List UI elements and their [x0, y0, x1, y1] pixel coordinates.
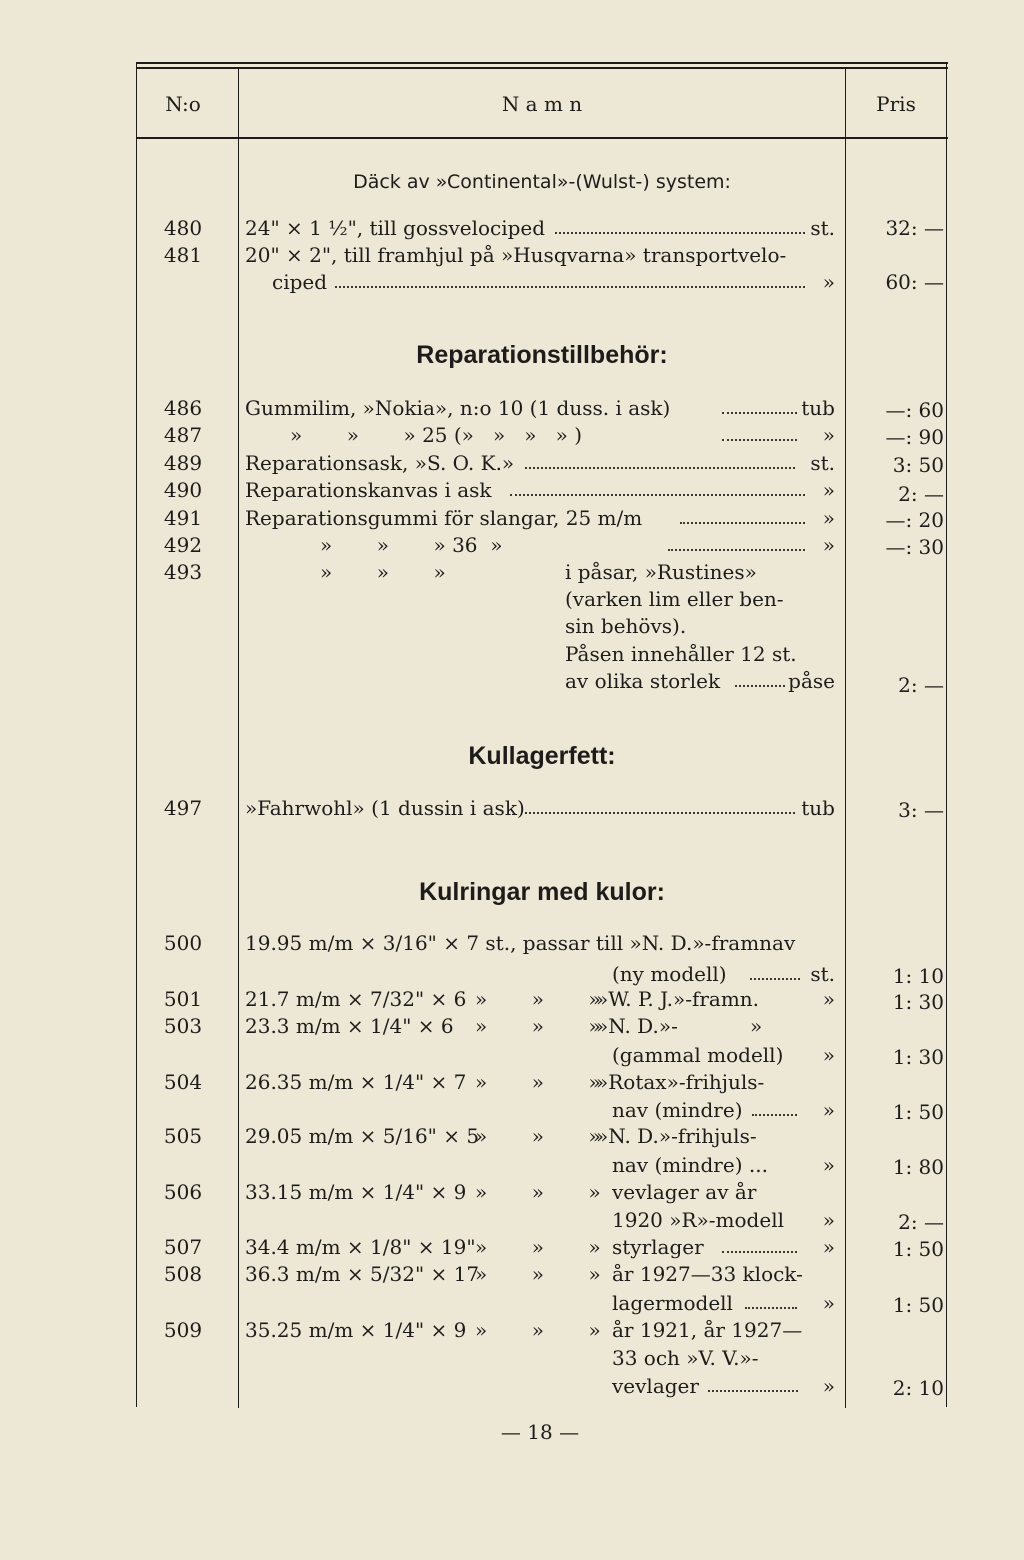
row-500-price: 1: 10 — [892, 964, 944, 988]
row-493-price: 2: — — [898, 673, 944, 697]
row-487-desc: » » » 25 (» » » » ) — [290, 423, 583, 447]
row-508-desc-cont: lagermodell — [612, 1291, 733, 1315]
row-501-no: 501 — [163, 987, 203, 1011]
header-price: Pris — [876, 92, 916, 116]
row-480-no: 480 — [163, 216, 203, 240]
row-481-no: 481 — [163, 243, 203, 267]
row-493-no: 493 — [163, 560, 203, 584]
row-491-unit: » — [822, 506, 835, 530]
col-divider-no — [238, 68, 239, 1408]
row-505-text: »N. D.»-frihjuls- — [596, 1124, 757, 1148]
row-509-text: år 1921, år 1927— — [612, 1318, 803, 1342]
row-500-desc: 19.95 m/m × 3/16" × 7 st., passar till »N. D.»-framnav — [245, 931, 796, 955]
row-505-price: 1: 80 — [892, 1155, 944, 1179]
row-490-unit: » — [822, 478, 835, 502]
row-506-price: 2: — — [898, 1210, 944, 1234]
row-491-desc: Reparationsgummi för slangar, 25 m/m — [245, 506, 643, 530]
row-487-unit: » — [822, 423, 835, 447]
row-493-line-2: (varken lim eller ben- — [565, 587, 784, 611]
row-497-leader — [525, 812, 795, 814]
row-489-desc: Reparationsask, »S. O. K.» — [245, 451, 515, 475]
row-491-price: —: 20 — [885, 508, 944, 532]
row-506-unit: » — [822, 1208, 835, 1232]
row-507-no: 507 — [163, 1235, 203, 1259]
row-481-desc: 20" × 2", till framhjul på »Husqvarna» transportvelo- — [245, 243, 787, 267]
right-border — [946, 62, 947, 1407]
row-509-ditto: » » » — [475, 1318, 601, 1342]
row-507-unit: » — [822, 1235, 835, 1259]
section-title-tires: Däck av »Continental»-(Wulst-) system: — [353, 171, 731, 193]
row-486-desc: Gummilim, »Nokia», n:o 10 (1 duss. i ask) — [245, 396, 671, 420]
row-480-leader — [555, 232, 805, 234]
row-501-price: 1: 30 — [892, 990, 944, 1014]
row-506-desc-cont: 1920 »R»-modell — [612, 1208, 784, 1232]
row-504-desc-cont: nav (mindre) — [612, 1098, 743, 1122]
page-number: — 18 — — [500, 1420, 580, 1444]
row-497-price: 3: — — [898, 798, 944, 822]
row-506-desc: 33.15 m/m × 1/4" × 9 — [245, 1180, 467, 1204]
row-481-leader — [335, 286, 805, 288]
row-508-no: 508 — [163, 1262, 203, 1286]
row-505-unit: » — [822, 1153, 835, 1177]
row-487-price: —: 90 — [885, 425, 944, 449]
row-480-unit: st. — [810, 216, 835, 240]
row-500-desc-cont: (ny modell) — [612, 962, 727, 986]
top-double-rule-2 — [136, 67, 948, 69]
row-493-line-5: av olika storlek — [565, 669, 721, 693]
row-506-ditto: » » » — [475, 1180, 601, 1204]
section-title-grease: Kullagerfett: — [468, 742, 616, 770]
row-509-desc-cont: 33 och »V. V.»- — [612, 1346, 759, 1370]
row-481-price: 60: — — [885, 270, 944, 294]
row-508-unit: » — [822, 1291, 835, 1315]
row-505-ditto: » » » — [475, 1124, 601, 1148]
row-491-no: 491 — [163, 506, 203, 530]
row-508-price: 1: 50 — [892, 1293, 944, 1317]
row-500-unit: st. — [810, 962, 835, 986]
row-509-price: 2: 10 — [892, 1376, 944, 1400]
row-509-unit: » — [822, 1374, 835, 1398]
row-509-desc: 35.25 m/m × 1/4" × 9 — [245, 1318, 467, 1342]
row-501-text: »W. P. J.»-framn. — [596, 987, 760, 1011]
row-487-no: 487 — [163, 423, 203, 447]
row-504-unit: » — [822, 1098, 835, 1122]
row-504-no: 504 — [163, 1070, 203, 1094]
row-486-price: —: 60 — [885, 398, 944, 422]
row-503-text-b: » — [750, 1014, 763, 1038]
section-title-ball-rings: Kulringar med kulor: — [419, 878, 665, 906]
row-509-no: 509 — [163, 1318, 203, 1342]
row-492-price: —: 30 — [885, 535, 944, 559]
row-504-desc: 26.35 m/m × 1/4" × 7 — [245, 1070, 467, 1094]
row-508-desc: 36.3 m/m × 5/32" × 17 — [245, 1262, 480, 1286]
row-490-leader — [510, 494, 805, 496]
col-divider-price — [845, 68, 846, 1408]
row-503-desc-cont: (gammal modell) — [612, 1043, 784, 1067]
row-497-no: 497 — [163, 796, 203, 820]
row-501-desc: 21.7 m/m × 7/32" × 6 — [245, 987, 467, 1011]
row-503-text: »N. D.»- — [596, 1014, 678, 1038]
row-508-text: år 1927—33 klock- — [612, 1262, 803, 1286]
row-506-text: vevlager av år — [612, 1180, 757, 1204]
row-493-line-1: i påsar, »Rustines» — [565, 560, 757, 584]
row-505-desc: 29.05 m/m × 5/16" × 5 — [245, 1124, 480, 1148]
row-501-ditto: » » » — [475, 987, 601, 1011]
row-490-price: 2: — — [898, 482, 944, 506]
row-486-no: 486 — [163, 396, 203, 420]
row-490-no: 490 — [163, 478, 203, 502]
row-503-ditto: » » » — [475, 1014, 601, 1038]
row-489-no: 489 — [163, 451, 203, 475]
row-486-unit: tub — [801, 396, 835, 420]
row-500-no: 500 — [163, 931, 203, 955]
row-508-ditto: » » » — [475, 1262, 601, 1286]
row-497-desc: »Fahrwohl» (1 dussin i ask) — [245, 796, 525, 820]
row-503-unit: » — [822, 1043, 835, 1067]
row-504-text: »Rotax»-frihjuls- — [596, 1070, 765, 1094]
row-489-leader — [525, 467, 795, 469]
row-493-ditto: » » » — [320, 560, 446, 584]
row-504-price: 1: 50 — [892, 1100, 944, 1124]
row-481-unit: » — [822, 270, 835, 294]
row-480-desc: 24" × 1 ½", till gossvelociped — [245, 216, 546, 240]
row-503-no: 503 — [163, 1014, 203, 1038]
row-507-text: styrlager — [612, 1235, 704, 1259]
header-bottom-rule — [136, 137, 948, 139]
row-493-unit: påse — [788, 669, 835, 693]
row-507-desc: 34.4 m/m × 1/8" × 19" — [245, 1235, 476, 1259]
row-492-desc: » » » 36 » — [320, 533, 503, 557]
row-504-ditto: » » » — [475, 1070, 601, 1094]
row-481-desc-cont: ciped — [272, 270, 328, 294]
row-503-price: 1: 30 — [892, 1045, 944, 1069]
row-507-ditto: » » » — [475, 1235, 601, 1259]
row-503-desc: 23.3 m/m × 1/4" × 6 — [245, 1014, 454, 1038]
row-492-unit: » — [822, 533, 835, 557]
row-497-unit: tub — [801, 796, 835, 820]
header-name: N a m n — [501, 92, 583, 116]
row-505-no: 505 — [163, 1124, 203, 1148]
row-501-unit: » — [822, 987, 835, 1011]
row-490-desc: Reparationskanvas i ask — [245, 478, 492, 502]
row-489-price: 3: 50 — [892, 453, 944, 477]
row-507-price: 1: 50 — [892, 1237, 944, 1261]
section-title-repair: Reparationstillbehör: — [416, 341, 668, 369]
row-505-desc-cont: nav (mindre) ... — [612, 1153, 768, 1177]
top-double-rule-1 — [136, 62, 948, 64]
row-509-desc-cont-2: vevlager — [612, 1374, 699, 1398]
row-506-no: 506 — [163, 1180, 203, 1204]
row-492-no: 492 — [163, 533, 203, 557]
row-493-line-3: sin behövs). — [565, 614, 687, 638]
header-no: N:o — [165, 92, 201, 116]
row-493-line-4: Påsen innehåller 12 st. — [565, 642, 797, 666]
row-480-price: 32: — — [885, 216, 944, 240]
left-border — [136, 62, 137, 1407]
row-489-unit: st. — [810, 451, 835, 475]
